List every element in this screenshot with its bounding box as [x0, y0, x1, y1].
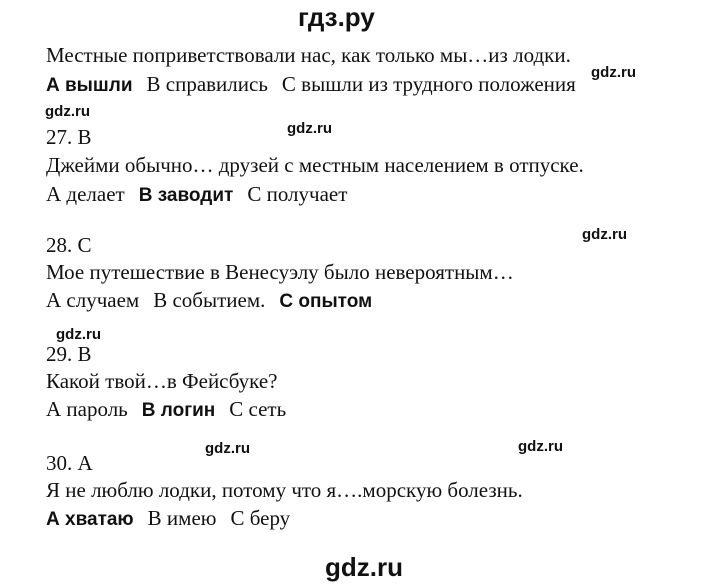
- option: А случаем: [46, 288, 140, 312]
- question-options: [46, 396, 286, 424]
- watermark: gdz.ru: [56, 326, 101, 343]
- question-sentence: Джейми обычно… друзей с местным населением в отпуске.: [46, 153, 584, 177]
- question-number: 28. С: [46, 233, 92, 257]
- watermark: gdz.ru: [45, 103, 90, 120]
- option: С сеть: [229, 397, 287, 421]
- watermark: gdz.ru: [518, 438, 563, 455]
- watermark: gdz.ru: [287, 120, 332, 137]
- option-correct: А хватаю: [46, 509, 134, 530]
- option: С вышли из трудного положения: [281, 72, 576, 96]
- question-sentence: Какой твой…в Фейсбуке?: [46, 369, 278, 393]
- option: С получает: [247, 182, 348, 206]
- question-number: 30. А: [46, 451, 93, 475]
- option-correct: В логин: [141, 400, 216, 421]
- question-options: [46, 181, 347, 209]
- question-sentence: Местные поприветствовали нас, как только мы…из лодки.: [46, 43, 571, 67]
- question-sentence: Я не люблю лодки, потому что я….морскую болезнь.: [46, 478, 523, 502]
- option: В справились: [146, 72, 268, 96]
- option: В событием.: [153, 288, 266, 312]
- option: А пароль: [46, 397, 128, 421]
- watermark: gdz.ru: [205, 440, 250, 457]
- watermark: gdz.ru: [582, 226, 627, 243]
- option-correct: С опытом: [279, 291, 373, 312]
- question-number: 29. В: [46, 342, 92, 366]
- question-options: [46, 287, 372, 315]
- option: А делает: [46, 182, 125, 206]
- option-correct: А вышли: [46, 75, 133, 96]
- footer-watermark: gdz.ru: [325, 552, 403, 582]
- option-correct: В заводит: [138, 185, 234, 206]
- question-options: [46, 505, 290, 533]
- option: В имею: [147, 506, 217, 530]
- question-options: [46, 71, 576, 99]
- watermark: gdz.ru: [591, 64, 636, 81]
- question-sentence: Мое путешествие в Венесуэлу было невероятным…: [46, 260, 514, 284]
- page-title: гдз.ру: [298, 2, 375, 32]
- question-number: 27. В: [46, 125, 92, 149]
- option: С беру: [230, 506, 291, 530]
